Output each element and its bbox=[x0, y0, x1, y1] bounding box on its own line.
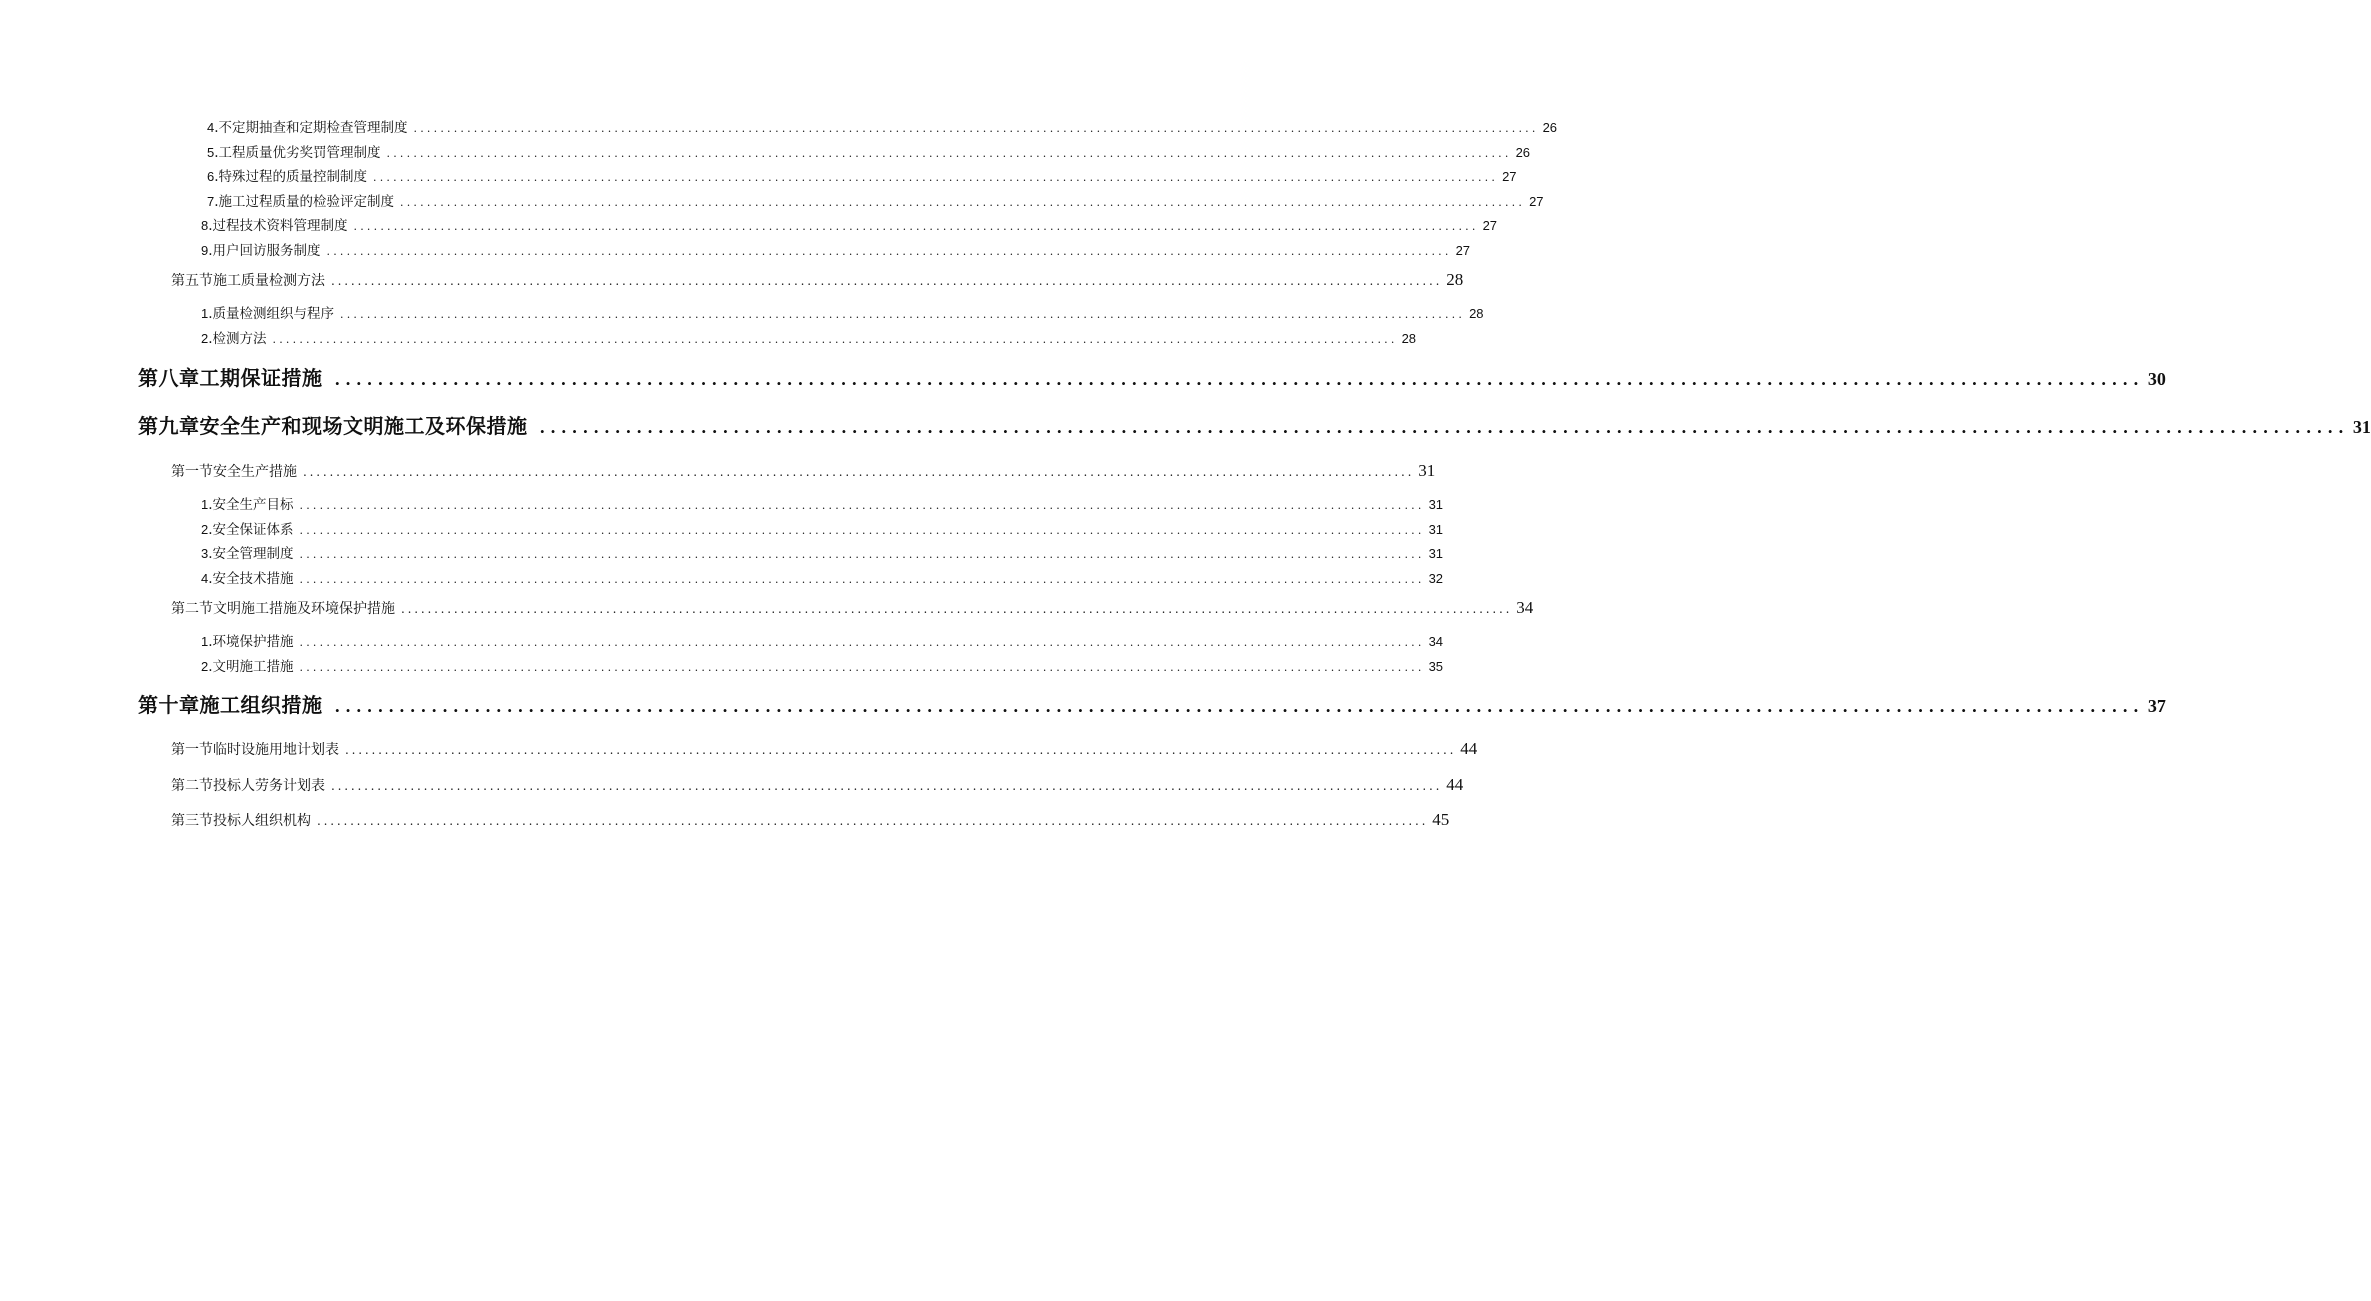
toc-entry-page: 27 bbox=[1502, 169, 1517, 184]
toc-section-title: 第二节文明施工措施及环境保护措施 bbox=[171, 601, 395, 617]
toc-section-page: 44 bbox=[1460, 739, 1478, 758]
dot-leader: ........................................................................................................................................................................ bbox=[340, 308, 1466, 321]
dot-leader: ........................................................................................................................................................................ bbox=[303, 465, 1415, 479]
toc-entry-number: 9 bbox=[201, 243, 209, 258]
toc-entry-number: 4 bbox=[207, 120, 215, 135]
toc-entry-title: .文明施工措施 bbox=[208, 659, 294, 675]
toc-entry-title: .检测方法 bbox=[208, 331, 267, 347]
toc-entry[interactable] bbox=[201, 542, 1444, 562]
dot-leader: ........................................................................................................................................................................ bbox=[353, 220, 1479, 233]
toc-entry[interactable] bbox=[207, 116, 1558, 136]
toc-entry-title: .环境保护措施 bbox=[208, 634, 294, 650]
toc-entry-title: .过程技术资料管理制度 bbox=[208, 218, 348, 234]
toc-entry[interactable] bbox=[201, 493, 1444, 513]
dot-leader: ........................................................................................................................................................................ bbox=[299, 573, 1425, 586]
toc-entry[interactable] bbox=[201, 302, 1484, 322]
toc-section-page: 45 bbox=[1432, 810, 1450, 829]
toc-entry-title: .施工过程质量的检验评定制度 bbox=[214, 194, 395, 210]
dot-leader: ........................................................................................................................................................................ bbox=[345, 743, 1457, 757]
dot-leader: ........................................................................................................................................................................ bbox=[299, 548, 1425, 561]
toc-entry-number: 5 bbox=[207, 145, 215, 160]
toc-entry[interactable] bbox=[207, 141, 1531, 161]
toc-entry[interactable] bbox=[201, 518, 1444, 538]
toc-chapter-title: 第九章安全生产和现场文明施工及环保措施 bbox=[138, 414, 528, 438]
toc-section[interactable] bbox=[171, 775, 1464, 795]
toc-entry-page: 31 bbox=[1428, 522, 1444, 537]
toc-entry-number: 1 bbox=[201, 634, 209, 649]
toc-entry[interactable] bbox=[201, 327, 1417, 347]
toc-chapter[interactable] bbox=[138, 362, 2166, 391]
toc-chapter-page: 30 bbox=[2147, 369, 2166, 389]
toc-chapter-title: 第八章工期保证措施 bbox=[138, 366, 323, 390]
toc-entry-number: 2 bbox=[201, 522, 209, 537]
toc-chapter-page: 31 bbox=[2352, 417, 2371, 437]
toc-chapter-page: 37 bbox=[2147, 696, 2166, 716]
dot-leader: ........................................................................................................................................................................ bbox=[334, 697, 2144, 716]
toc-section-title: 第二节投标人劳务计划表 bbox=[171, 778, 325, 794]
toc-entry-title: .安全生产目标 bbox=[208, 497, 294, 513]
toc-entry-title: .安全保证体系 bbox=[208, 522, 294, 538]
toc-entry-page: 28 bbox=[1469, 306, 1484, 321]
toc-section[interactable] bbox=[171, 598, 1534, 618]
dot-leader: ........................................................................................................................................................................ bbox=[299, 661, 1425, 674]
toc-entry-page: 26 bbox=[1515, 145, 1531, 160]
toc-entry-page: 27 bbox=[1482, 218, 1498, 233]
toc-section[interactable] bbox=[171, 270, 1464, 290]
toc-entry-title: .工程质量优劣奖罚管理制度 bbox=[214, 145, 381, 161]
dot-leader: ........................................................................................................................................................................ bbox=[299, 499, 1425, 512]
toc-section-title: 第一节安全生产措施 bbox=[171, 464, 297, 480]
toc-entry-number: 6 bbox=[207, 169, 215, 184]
toc-entry-number: 3 bbox=[201, 546, 209, 561]
toc-entry[interactable] bbox=[201, 567, 1444, 587]
toc-entry-page: 31 bbox=[1428, 546, 1444, 561]
toc-section-title: 第三节投标人组织机构 bbox=[171, 813, 311, 829]
toc-entry-title: .安全管理制度 bbox=[208, 546, 294, 562]
toc-entry-title: .质量检测组织与程序 bbox=[208, 306, 335, 322]
toc-entry-title: .不定期抽查和定期检查管理制度 bbox=[214, 120, 408, 136]
toc-entry-page: 34 bbox=[1428, 634, 1444, 649]
toc-chapter[interactable] bbox=[138, 689, 2166, 718]
toc-entry-number: 7 bbox=[207, 194, 215, 209]
toc-entry-number: 2 bbox=[201, 659, 209, 674]
dot-leader: ........................................................................................................................................................................ bbox=[317, 814, 1429, 828]
toc-entry-title: .用户回访服务制度 bbox=[208, 243, 321, 259]
dot-leader: ........................................................................................................................................................................ bbox=[331, 779, 1443, 793]
toc-entry-page: 27 bbox=[1529, 194, 1544, 209]
dot-leader: ........................................................................................................................................................................ bbox=[272, 333, 1398, 346]
toc-entry-page: 27 bbox=[1455, 243, 1471, 258]
toc-entry[interactable] bbox=[207, 165, 1517, 185]
toc-entry-number: 1 bbox=[201, 497, 209, 512]
dot-leader: ........................................................................................................................................................................ bbox=[326, 245, 1452, 258]
toc-entry-page: 26 bbox=[1542, 120, 1558, 135]
dot-leader: ........................................................................................................................................................................ bbox=[331, 274, 1443, 288]
toc-entry-page: 35 bbox=[1428, 659, 1444, 674]
toc-entry[interactable] bbox=[201, 630, 1444, 650]
toc-chapter-title: 第十章施工组织措施 bbox=[138, 693, 323, 717]
toc-entry[interactable] bbox=[201, 214, 1498, 234]
toc-entry-number: 8 bbox=[201, 218, 209, 233]
toc-section-page: 44 bbox=[1446, 775, 1464, 794]
dot-leader: ........................................................................................................................................................................ bbox=[400, 196, 1526, 209]
toc-entry-page: 32 bbox=[1428, 571, 1444, 586]
dot-leader: ........................................................................................................................................................................ bbox=[413, 122, 1539, 135]
toc-chapter[interactable] bbox=[138, 410, 2371, 439]
toc-entry[interactable] bbox=[207, 190, 1544, 210]
dot-leader: ........................................................................................................................................................................ bbox=[299, 524, 1425, 537]
toc-entry-number: 4 bbox=[201, 571, 209, 586]
toc-section-page: 31 bbox=[1418, 461, 1436, 480]
toc-section-title: 第五节施工质量检测方法 bbox=[171, 273, 325, 289]
dot-leader: ........................................................................................................................................................................ bbox=[373, 171, 1499, 184]
dot-leader: ........................................................................................................................................................................ bbox=[386, 147, 1512, 160]
toc-section-page: 34 bbox=[1516, 598, 1534, 617]
toc-section-title: 第一节临时设施用地计划表 bbox=[171, 742, 339, 758]
toc-entry[interactable] bbox=[201, 239, 1471, 259]
toc-entry-title: .特殊过程的质量控制制度 bbox=[214, 169, 368, 185]
toc-section-page: 28 bbox=[1446, 270, 1464, 289]
toc-entry-number: 2 bbox=[201, 331, 209, 346]
dot-leader: ........................................................................................................................................................................ bbox=[299, 636, 1425, 649]
toc-entry-page: 28 bbox=[1401, 331, 1417, 346]
toc-section[interactable] bbox=[171, 461, 1436, 481]
dot-leader: ........................................................................................................................................................................ bbox=[401, 602, 1513, 616]
toc-entry-page: 31 bbox=[1428, 497, 1444, 512]
toc-entry-title: .安全技术措施 bbox=[208, 571, 294, 587]
dot-leader: ........................................................................................................................................................................ bbox=[539, 418, 2349, 437]
dot-leader: ........................................................................................................................................................................ bbox=[334, 370, 2144, 389]
toc-entry[interactable] bbox=[201, 655, 1444, 675]
toc-section[interactable] bbox=[171, 810, 1450, 830]
toc-entry-number: 1 bbox=[201, 306, 209, 321]
toc-section[interactable] bbox=[171, 739, 1478, 759]
